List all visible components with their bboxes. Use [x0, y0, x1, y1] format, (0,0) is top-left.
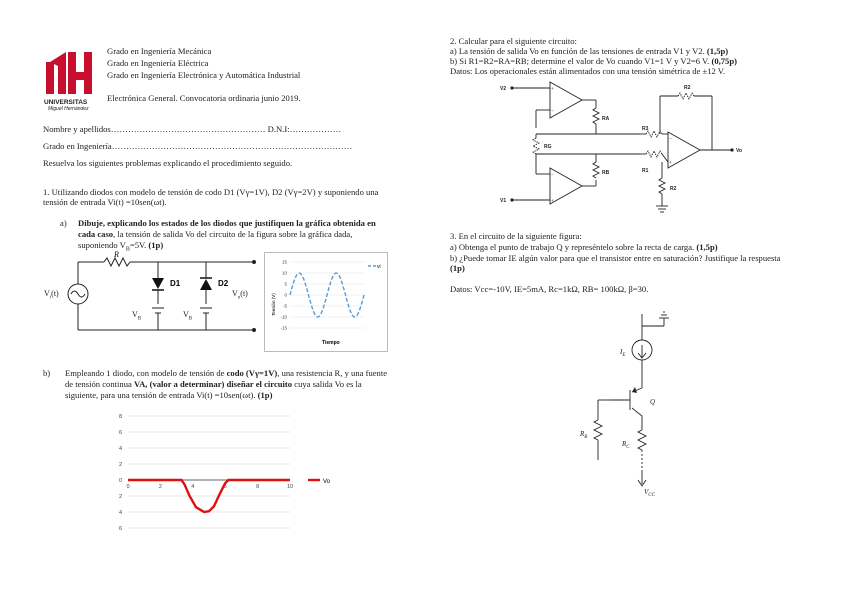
p1a-line-2 — [78, 229, 352, 240]
name-line — [43, 124, 341, 135]
p2-intro: 2. Calcular para el siguiente circuito: — [450, 36, 577, 46]
p1-intro-2: tensión de entrada Vi(t) =10sen(ωt). — [43, 197, 167, 207]
graph-a-y-tick: -5 — [282, 303, 287, 309]
v2-label: V2 — [500, 86, 507, 92]
rc-circuit-label: $R_C$ — [622, 440, 630, 450]
graph-a-y-tick: -15 — [280, 325, 287, 331]
graph-a-y-label: Tensión (V) — [271, 293, 276, 316]
vo-y-tick: 8 — [118, 414, 122, 420]
transistor-circuit-diagram — [580, 312, 680, 502]
vo-legend-label: Vo — [323, 479, 331, 485]
vo-x-tick: 6 — [223, 484, 227, 490]
p1a-bold-2: cada caso — [78, 229, 114, 239]
vo-x-tick: 8 — [256, 484, 260, 490]
degree-line-2: Grado en Ingeniería Eléctrica — [107, 58, 209, 68]
opamp-circuit-diagram — [500, 78, 770, 218]
vb-label-1 — [132, 310, 141, 325]
university-logo — [44, 48, 100, 122]
p1b-label: b) — [43, 368, 51, 378]
rb-label: RB — [602, 170, 610, 176]
p3-a — [450, 242, 718, 253]
p1a-line-3-text: suponiendo V — [78, 240, 126, 250]
p1b-t1b: codo (Vγ=1V) — [226, 368, 278, 378]
vb1-v: V — [132, 310, 138, 319]
p1b-t3: siguiente, para una tensión de entrada Vi(t) =10sen(ωt). — [65, 390, 256, 400]
degree-line-3: Grado en Ingeniería Electrónica y Automática Industrial — [107, 70, 301, 80]
vb2-sub: B — [188, 316, 193, 322]
vo-x-tick: 2 — [158, 484, 162, 490]
p1a-line-3-end: =5V. — [129, 240, 147, 250]
vo-y-tick: 6 — [118, 430, 122, 436]
name-label: Nombre y apellidos — [43, 124, 111, 134]
vo-label-t: (t) — [240, 289, 248, 298]
d2-icon — [200, 279, 212, 290]
ie-label: $I_E$ — [620, 348, 626, 358]
dni-label: D.N.I: — [267, 124, 290, 134]
d1-icon — [152, 278, 164, 289]
p2-b-points: (0,75p) — [711, 56, 737, 66]
p1b-t2d: cuya salida Vo es la — [294, 379, 362, 389]
d2-label: D2 — [218, 279, 229, 288]
vo-x-tick: 10 — [286, 484, 294, 490]
p1b-t1c: , una resistencia R, y una fuente — [277, 368, 388, 378]
p2-b — [450, 56, 737, 67]
diode-circuit-diagram — [44, 252, 254, 332]
p3-b-points: (1p) — [450, 263, 465, 273]
vi-label-sub: i — [49, 295, 52, 301]
vo-y-tick: 4 — [118, 510, 122, 516]
name-field[interactable]: ……………………………………………… — [110, 124, 266, 134]
vo-y-tick: 6 — [118, 526, 122, 532]
vb1-sub: B — [137, 316, 142, 322]
vo-label-v: V — [232, 289, 238, 298]
graph-a-y-tick: 10 — [281, 270, 287, 276]
vo-out-label: Vo — [736, 148, 743, 154]
p1b-line-1 — [65, 368, 387, 379]
svg-text:+: + — [551, 86, 554, 91]
exam-title: Electrónica General. Convocatoria ordinaria junio 2019. — [107, 93, 301, 103]
rb-circuit-label: $R_B$ — [580, 430, 588, 440]
logo-subtext: Miguel Hernández — [48, 106, 89, 112]
vb-label-2 — [183, 310, 192, 325]
p1a-points: (1p) — [148, 240, 164, 250]
vi-label-t: (t) — [51, 289, 59, 298]
p1b-points: (1p) — [257, 390, 273, 400]
p1b-t2: de tensión continua — [65, 379, 132, 389]
r-label: R — [114, 250, 119, 259]
graph-a-chart — [264, 252, 386, 350]
p1b-t2c: , (valor a determinar) diseñar el circuito — [145, 379, 293, 389]
svg-text:−: − — [669, 136, 672, 141]
grado-field[interactable]: ………………………………………………………………………… — [111, 141, 353, 151]
grado-line — [43, 141, 352, 152]
p1a-line-3-sub: B — [125, 246, 130, 253]
p2-c: Datos: Los operacionales están alimentados con una tensión simétrica de ±12 V. — [450, 66, 726, 76]
vb2-v: V — [183, 310, 189, 319]
r2-bottom-label: R2 — [670, 186, 677, 192]
p1b-line-3 — [65, 390, 272, 401]
degree-line-1: Grado en Ingeniería Mecánica — [107, 46, 212, 56]
p2-a-text: a) La tensión de salida Vo en función de las tensiones de entrada V1 y V2. — [450, 46, 705, 56]
p1a-bold-1: Dibuje, explicando los estados de los diodos que justifiquen la gráfica obtenida en — [78, 218, 376, 228]
graph-a-y-tick: 5 — [284, 281, 287, 287]
p1a-rest-2: , la tensión de salida Vo del circuito de la figura sobre la gráfica dada, — [113, 229, 353, 239]
svg-text:−: − — [551, 108, 554, 113]
vo-label-sub: o — [237, 295, 241, 301]
vo-y-tick: 0 — [118, 478, 122, 484]
p1b-t1: Empleando 1 diodo, con modelo de tensión de — [65, 368, 225, 378]
logo-mark-icon — [44, 48, 100, 100]
vo-label — [232, 289, 248, 304]
r3-label: R3 — [642, 126, 649, 132]
vi-label-v: V — [44, 289, 50, 298]
q-label: Q — [650, 398, 656, 406]
vcc-label: $V_{CC}$ — [644, 488, 655, 498]
p1a-label: a) — [60, 218, 67, 228]
grado-label: Grado en Ingeniería — [43, 141, 112, 151]
svg-text:+: + — [669, 160, 672, 165]
graph-a-y-tick: -10 — [280, 314, 287, 320]
svg-text:−: − — [551, 172, 554, 177]
p3-b: b) ¿Puede tomar IE algún valor para que el transistor entre en saturación? Justifique la respuesta — [450, 253, 781, 263]
p2-a-points: (1,5p) — [706, 46, 729, 56]
r2-top-label: R2 — [684, 85, 691, 91]
p3-datos: Datos: Vcc=-10V, IE=5mA, Rc=1kΩ, RB= 100kΩ, β=30. — [450, 284, 649, 294]
vo-y-tick: 4 — [118, 446, 122, 452]
p2-a — [450, 46, 728, 57]
vo-y-tick: 2 — [118, 494, 122, 500]
graph-a-legend: vi — [377, 264, 381, 270]
p1b-line-2 — [65, 379, 362, 390]
vo-x-tick: 4 — [191, 484, 195, 490]
p3-intro: 3. En el circuito de la siguiente figura: — [450, 231, 582, 241]
graph-a-y-tick: 0 — [284, 292, 287, 298]
vi-label — [44, 289, 59, 304]
svg-text:+: + — [551, 198, 554, 203]
p3-a-text: a) Obtenga el punto de trabajo Q y represéntelo sobre la recta de carga. — [450, 242, 695, 252]
graph-a-y-tick: 15 — [281, 259, 287, 265]
r1-label: R1 — [642, 168, 649, 174]
dni-field[interactable]: ……………… — [289, 124, 342, 134]
rg-label: RG — [544, 144, 552, 150]
vo-x-tick: 0 — [126, 484, 130, 490]
p3-a-points: (1,5p) — [696, 242, 718, 252]
p1b-t2b: VA — [133, 379, 146, 389]
ra-label: RA — [602, 116, 610, 122]
instruction: Resuelva los siguientes problemas explicando el procedimiento seguido. — [43, 158, 293, 168]
vo-chart — [112, 410, 352, 534]
logo-text: UNIVERSITAS — [44, 99, 88, 106]
d1-label: D1 — [170, 279, 181, 288]
p2-b-text: b) Si R1=R2=RA=RB; determine el valor de Vo cuando V1=1 V y V2=6 V. — [450, 56, 710, 66]
vo-y-tick: 2 — [118, 462, 122, 468]
graph-a-x-label: Tiempo — [322, 340, 340, 346]
p1-intro-1: 1. Utilizando diodos con modelo de tensión de codo D1 (Vγ=1V), D2 (Vγ=2V) y suponiendo una — [43, 187, 379, 197]
v1-label: V1 — [500, 198, 507, 204]
